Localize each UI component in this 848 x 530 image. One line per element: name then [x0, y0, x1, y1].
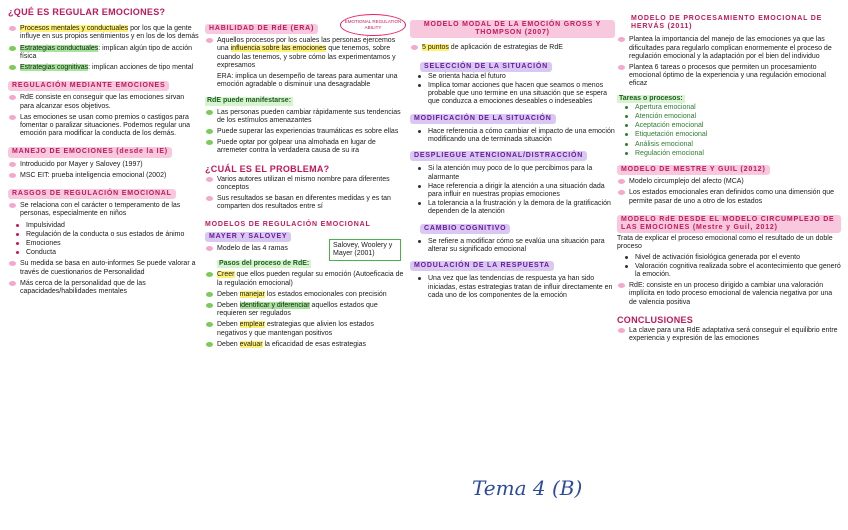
list-item: Se orienta hacia el futuro	[410, 73, 615, 81]
bullet-varios-autores: Varios autores utilizan el mismo nombre para diferentes conceptos	[205, 176, 405, 192]
bullet-importancia: Plantea la importancia del manejo de las emociones ya que las dificultades para regularlo complican enormemente el proceso de regulación emocional y la adaptación por el bien del individuo	[617, 36, 841, 61]
list-item: Hace referencia a cómo cambiar el impacto de una emoción modificando una de terminada situación	[410, 128, 615, 144]
column-4	[617, 14, 841, 347]
bullet-rde-valoracion: RdE: consiste en un proceso dirigido a cambiar una valoración implícita en todo proceso emocional de valencia negativa por una de valencia positiva	[617, 282, 841, 307]
heading-modelo-modal: MODELO MODAL DE LA EMOCIÓN GROSS Y THOMPSON (2007)	[410, 20, 615, 38]
bullet-resultados: Sus resultados se basan en diferentes medidas y es tan comparten dos resultados entre sí	[205, 195, 405, 211]
section-title-que-es: ¿QUÉ ES REGULAR EMOCIONES?	[8, 7, 166, 17]
heading-rde-puede: RdE puede manifestarse:	[207, 97, 292, 105]
list-item: Etiquetación emocional	[617, 131, 841, 139]
column-1	[8, 8, 200, 299]
heading-seleccion: SELECCIÓN DE LA SITUACIÓN	[420, 62, 552, 72]
bullet-msceit: MSC EIT: prueba inteligencia emocional (2002)	[8, 172, 200, 180]
list-item: Creer que ellos pueden regular su emoción (Autoeficacia de la regulación emocional)	[205, 271, 405, 287]
list-item: Una vez que las tendencias de respuesta ya han sido iniciadas, estas estrategias tratan de influir directamente en cada uno de los componentes de la emoción	[410, 275, 615, 300]
heading-pasos: Pasos del proceso de RdE:	[219, 260, 310, 268]
list-item: Impulsividad	[8, 222, 200, 230]
list-item: Valoración cognitiva realizada sobre el acontecimiento que generó la emoción.	[617, 263, 841, 279]
handwritten-topic: Tema 4 (B)	[472, 476, 583, 500]
list-item: Regulación de la conducta o sus estados de ánimo	[8, 231, 200, 239]
heading-respuesta: MODULACIÓN DE LA RESPUESTA	[410, 261, 554, 271]
bullet-cuatro-ramas: Modelo de las 4 ramas	[205, 245, 327, 253]
bullet-mca: Modelo circumplejo del afecto (MCA)	[617, 178, 841, 186]
era-definition: ERA: implica un desempeño de tareas para aumentar una emoción agradable o disminuir una desagradable	[217, 73, 398, 89]
list-item: Aceptación emocional	[617, 122, 841, 130]
era-oval: EMOTIONAL REGULATION ABILITY	[340, 14, 406, 36]
heading-modelos: MODELOS DE REGULACIÓN EMOCIONAL	[205, 220, 371, 228]
heading-regulacion-emociones: REGULACIÓN MEDIANTE EMOCIONES	[8, 81, 169, 91]
list-item: Conducta	[8, 249, 200, 257]
heading-manejo: MANEJO DE EMOCIONES (desde la IE)	[8, 147, 172, 157]
bullet-autoinformes: Su medida se basa en auto-informes Se puede valorar a través de cuestionarios de Personalidad	[8, 260, 200, 276]
list-item: Se refiere a modificar cómo se evalúa una situación para alterar su significado emocional	[410, 238, 615, 254]
heading-tareas: Tareas o procesos:	[619, 94, 683, 102]
bullet-personalidad: Más cerca de la personalidad que de las capacidades/habilidades mentales	[8, 280, 200, 296]
list-item: Apertura emocional	[617, 104, 841, 112]
heading-habilidad: HABILIDAD DE RdE (ERA)	[205, 24, 318, 34]
bullet-mayer-salovey: Introducido por Mayer y Salovey (1997)	[8, 161, 200, 169]
bullet-definicion: Procesos mentales y conductuales por los que la gente influye en sus propios sentimientos y en los de los demás	[8, 25, 200, 41]
list-item: Emociones	[8, 240, 200, 248]
bullet-premios: Las emociones se usan como premios o castigos para fomentar o paralizar situaciones. Podemos regular una emoción para modificar la conducta de los demás.	[8, 114, 200, 139]
heading-cambio: CAMBIO COGNITIVO	[420, 224, 510, 234]
list-item: La tolerancia a la frustración y la demora de la gratificación dependen de la atención	[410, 200, 615, 216]
list-item: Deben manejar los estados emocionales con precisión	[205, 291, 405, 299]
list-item: Atención emocional	[617, 113, 841, 121]
bullet-estados: Los estados emocionales eran definidos como una dimensión que permite pasar de uno a otro de los estados	[617, 189, 841, 205]
column-3	[410, 20, 615, 301]
heading-rasgos: RASGOS DE REGULACIÓN EMOCIONAL	[8, 189, 176, 199]
heading-conclusiones: CONCLUSIONES	[617, 314, 694, 325]
heading-modificacion: MODIFICACIÓN DE LA SITUACIÓN	[410, 114, 556, 124]
column-2	[205, 24, 405, 352]
list-item: Hace referencia a dirigir la atención a una situación dada para influir en nuestras propias emociones	[410, 183, 615, 199]
list-item: Puede superar las experiencias traumáticas es sobre ellas	[205, 128, 405, 136]
list-item: Análisis emocional	[617, 141, 841, 149]
list-item: Implica tomar acciones que hacen que seamos o menos probable que uno termine en una situación que se espera que conduzca a emociones deseables o indeseables	[410, 82, 615, 107]
list-item: Deben evaluar la eficacidad de esas estrategias	[205, 341, 405, 349]
bullet-conclusion: La clave para una RdE adaptativa será conseguir el equilibrio entre experiencia y expresión de las emociones	[617, 327, 841, 343]
list-item: Nivel de activación fisiológica generada por el evento	[617, 254, 841, 262]
bullet-6-tareas: Plantea 6 tareas o procesos que permiten un procesamiento emocional óptimo de la experiencia y una regulación emocional eficaz	[617, 64, 841, 89]
heading-despliegue: DESPLIEGUE ATENCIONAL/DISTRACCIÓN	[410, 151, 587, 161]
list-item: Las personas pueden cambiar rápidamente sus tendencias de los estímulos amenazantes	[205, 109, 405, 125]
bullet-rde-consiste: RdE consiste en conseguir que las emociones sirvan para alcanzar esos objetivos.	[8, 94, 200, 110]
reference-box: Salovey, Woolery y Mayer (2001)	[329, 239, 401, 261]
list-item: Si la atención muy poco de lo que percibimos para la alarmante	[410, 165, 615, 181]
list-item: Deben emplear estrategias que alivien los estados negativos y que mantengan positivos	[205, 321, 405, 337]
circ-intro: Trata de explicar el proceso emocional como el resultado de un doble proceso	[617, 235, 833, 251]
heading-mayer-salovey: MAYER Y SALOVEY	[205, 232, 291, 242]
heading-problema: ¿CUÁL ES EL PROBLEMA?	[205, 163, 330, 174]
heading-mestre-guil: MODELO DE MESTRE Y GUIL (2012)	[617, 165, 770, 175]
heading-hervas: MODELO DE PROCESAMIENTO EMOCIONAL DE HERVÁS (2011)	[631, 15, 823, 31]
list-item: Puede optar por golpear una almohada en lugar de arremeter contra la verdadera causa de su ira	[205, 139, 405, 155]
bullet-caracter: Se relaciona con el carácter o temperamento de las personas, especialmente en niños	[8, 202, 200, 218]
heading-circumplejo: MODELO RdE DESDE EL MODELO CIRCUMPLEJO DE LAS EMOCIONES (Mestre y Guil, 2012)	[617, 215, 841, 233]
bullet-conductuales: Estrategias conductuales: implican algún tipo de acción física	[8, 45, 200, 61]
list-item: Deben identificar y diferenciar aquellos estados que requieren ser regulados	[205, 302, 405, 318]
list-item: Regulación emocional	[617, 150, 841, 158]
bullet-cognitivas: Estrategias cognitivas: implican acciones de tipo mental	[8, 64, 200, 72]
bullet-5-puntos: 5 puntos de aplicación de estrategias de RdE	[410, 44, 615, 52]
bullet-aquellos-procesos: Aquellos procesos por los cuales las personas ejercemos una influencia sobre las emociones que tenemos, sobre cuando las tenemos, y sobre cómo las experimentamos y expresamos	[205, 37, 405, 70]
